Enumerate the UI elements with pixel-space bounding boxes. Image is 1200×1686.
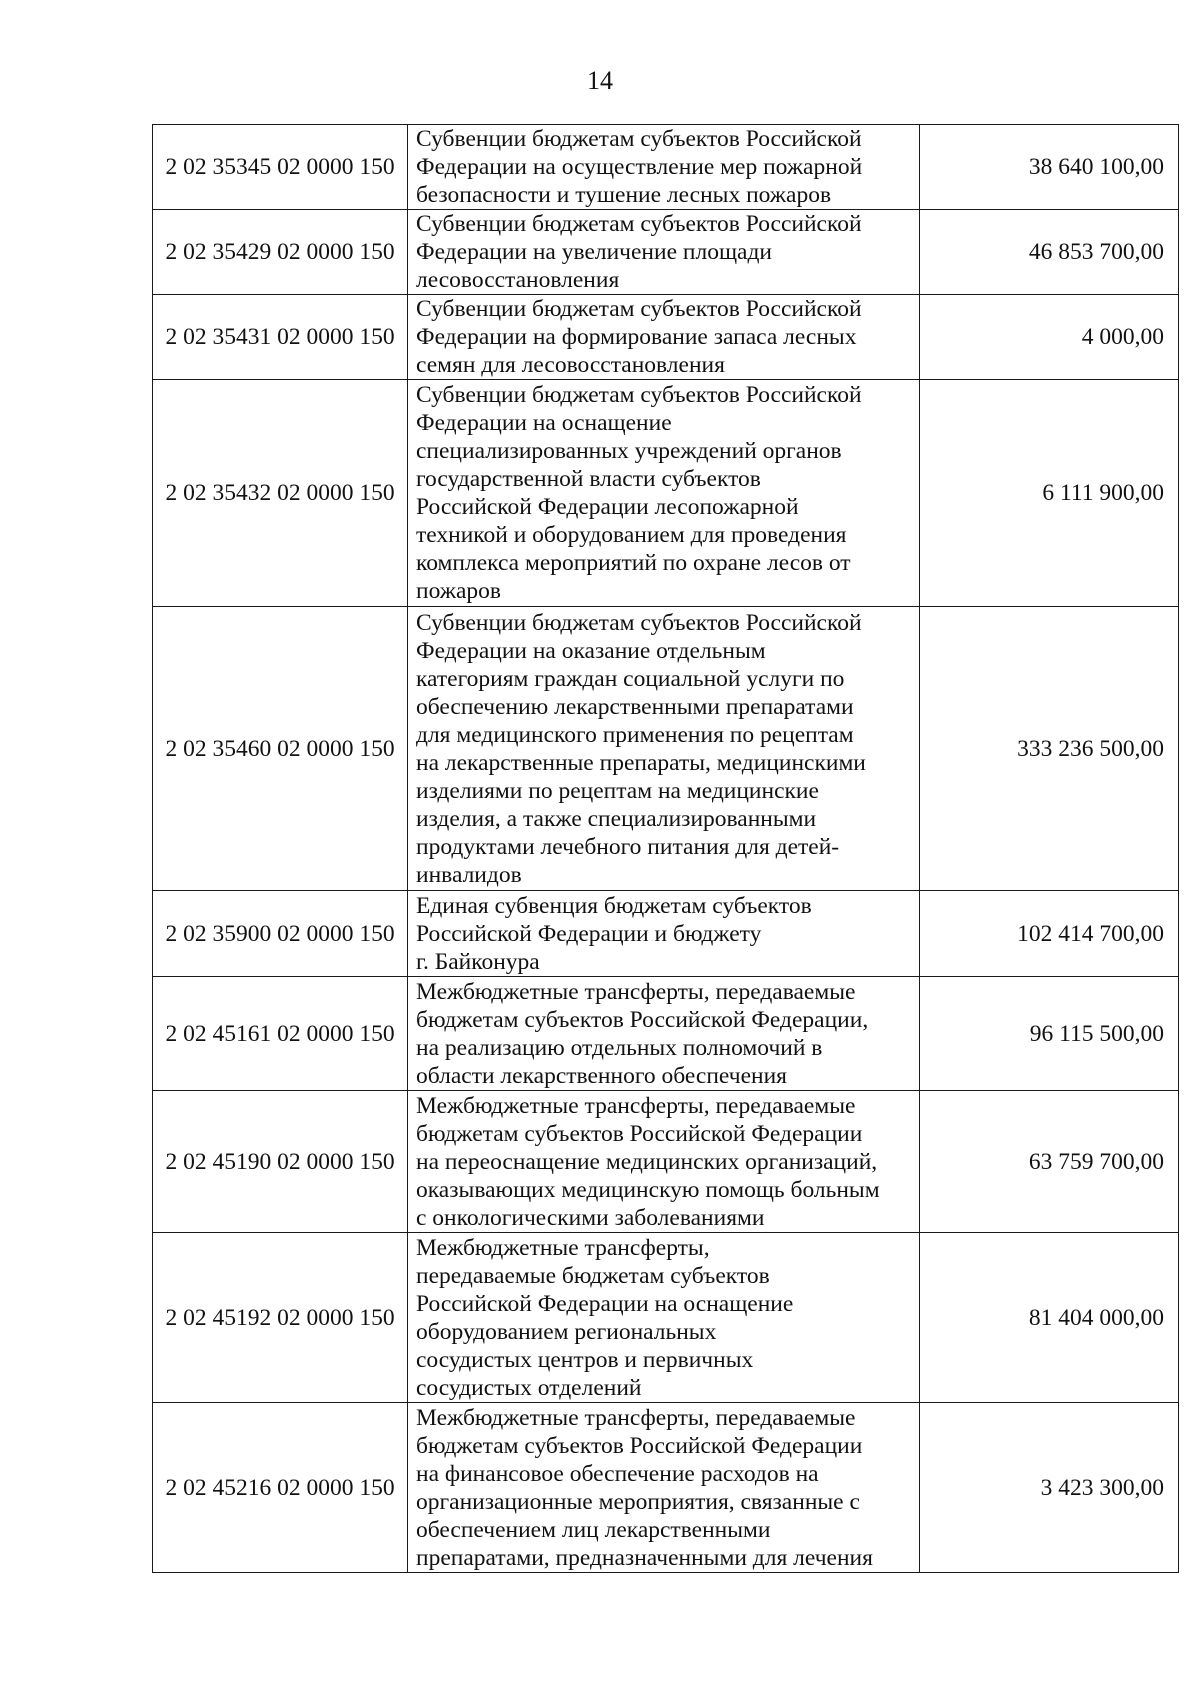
budget-code-cell: 2 02 35460 02 0000 150 bbox=[153, 607, 408, 891]
description-cell: Субвенции бюджетам субъектов Российской Федерации на оснащение специализированных учреждений органов государственной власти субъектов Российской Федерации лесопожарной техникой и оборудованием для проведения комплекса мероприятий по охране лесов от пожаров bbox=[408, 380, 920, 607]
page-number: 14 bbox=[587, 66, 613, 95]
table-row bbox=[153, 891, 1179, 977]
description-cell: Субвенции бюджетам субъектов Российской Федерации на увеличение площади лесовосстановления bbox=[408, 210, 920, 295]
budget-code-cell: 2 02 45161 02 0000 150 bbox=[153, 977, 408, 1091]
table-body bbox=[153, 125, 1179, 1573]
table-row bbox=[153, 295, 1179, 380]
budget-code-cell: 2 02 35429 02 0000 150 bbox=[153, 210, 408, 295]
table-row bbox=[153, 977, 1179, 1091]
amount-cell: 3 423 300,00 bbox=[920, 1403, 1179, 1573]
amount-cell: 4 000,00 bbox=[920, 295, 1179, 380]
budget-code-cell: 2 02 45192 02 0000 150 bbox=[153, 1233, 408, 1403]
amount-cell: 6 111 900,00 bbox=[920, 380, 1179, 607]
amount-cell: 38 640 100,00 bbox=[920, 125, 1179, 210]
amount-cell: 102 414 700,00 bbox=[920, 891, 1179, 977]
budget-revenue-table bbox=[152, 124, 1179, 1573]
description-cell: Межбюджетные трансферты, передаваемые бюджетам субъектов Российской Федерации на оснащение оборудованием региональных сосудистых центров и первичных сосудистых отделений bbox=[408, 1233, 920, 1403]
description-cell: Субвенции бюджетам субъектов Российской Федерации на осуществление мер пожарной безопасности и тушение лесных пожаров bbox=[408, 125, 920, 210]
description-cell: Межбюджетные трансферты, передаваемые бюджетам субъектов Российской Федерации, на реализацию отдельных полномочий в области лекарственного обеспечения bbox=[408, 977, 920, 1091]
amount-cell: 333 236 500,00 bbox=[920, 607, 1179, 891]
amount-cell: 96 115 500,00 bbox=[920, 977, 1179, 1091]
amount-cell: 81 404 000,00 bbox=[920, 1233, 1179, 1403]
table-row bbox=[153, 1233, 1179, 1403]
table-row bbox=[153, 380, 1179, 607]
budget-code-cell: 2 02 35431 02 0000 150 bbox=[153, 295, 408, 380]
budget-code-cell: 2 02 45216 02 0000 150 bbox=[153, 1403, 408, 1573]
table-row bbox=[153, 210, 1179, 295]
table-row bbox=[153, 1091, 1179, 1233]
amount-cell: 63 759 700,00 bbox=[920, 1091, 1179, 1233]
description-cell: Субвенции бюджетам субъектов Российской Федерации на оказание отдельным категориям граждан социальной услуги по обеспечению лекарственными препаратами для медицинского применения по рецептам на лекарственные препараты, медицинскими изделиями по рецептам на медицинские изделия, а также специализированными продуктами лечебного питания для детей- инвалидов bbox=[408, 607, 920, 891]
budget-code-cell: 2 02 35432 02 0000 150 bbox=[153, 380, 408, 607]
table-row bbox=[153, 1403, 1179, 1573]
description-cell: Межбюджетные трансферты, передаваемые бюджетам субъектов Российской Федерации на финансовое обеспечение расходов на организационные мероприятия, связанные с обеспечением лиц лекарственными препаратами, предназначенными для лечения bbox=[408, 1403, 920, 1573]
description-cell: Межбюджетные трансферты, передаваемые бюджетам субъектов Российской Федерации на переоснащение медицинских организаций, оказывающих медицинскую помощь больным с онкологическими заболеваниями bbox=[408, 1091, 920, 1233]
budget-code-cell: 2 02 35900 02 0000 150 bbox=[153, 891, 408, 977]
table-row bbox=[153, 607, 1179, 891]
budget-code-cell: 2 02 35345 02 0000 150 bbox=[153, 125, 408, 210]
table-row bbox=[153, 125, 1179, 210]
description-cell: Субвенции бюджетам субъектов Российской Федерации на формирование запаса лесных семян для лесовосстановления bbox=[408, 295, 920, 380]
description-cell: Единая субвенция бюджетам субъектов Российской Федерации и бюджету г. Байконура bbox=[408, 891, 920, 977]
budget-code-cell: 2 02 45190 02 0000 150 bbox=[153, 1091, 408, 1233]
amount-cell: 46 853 700,00 bbox=[920, 210, 1179, 295]
